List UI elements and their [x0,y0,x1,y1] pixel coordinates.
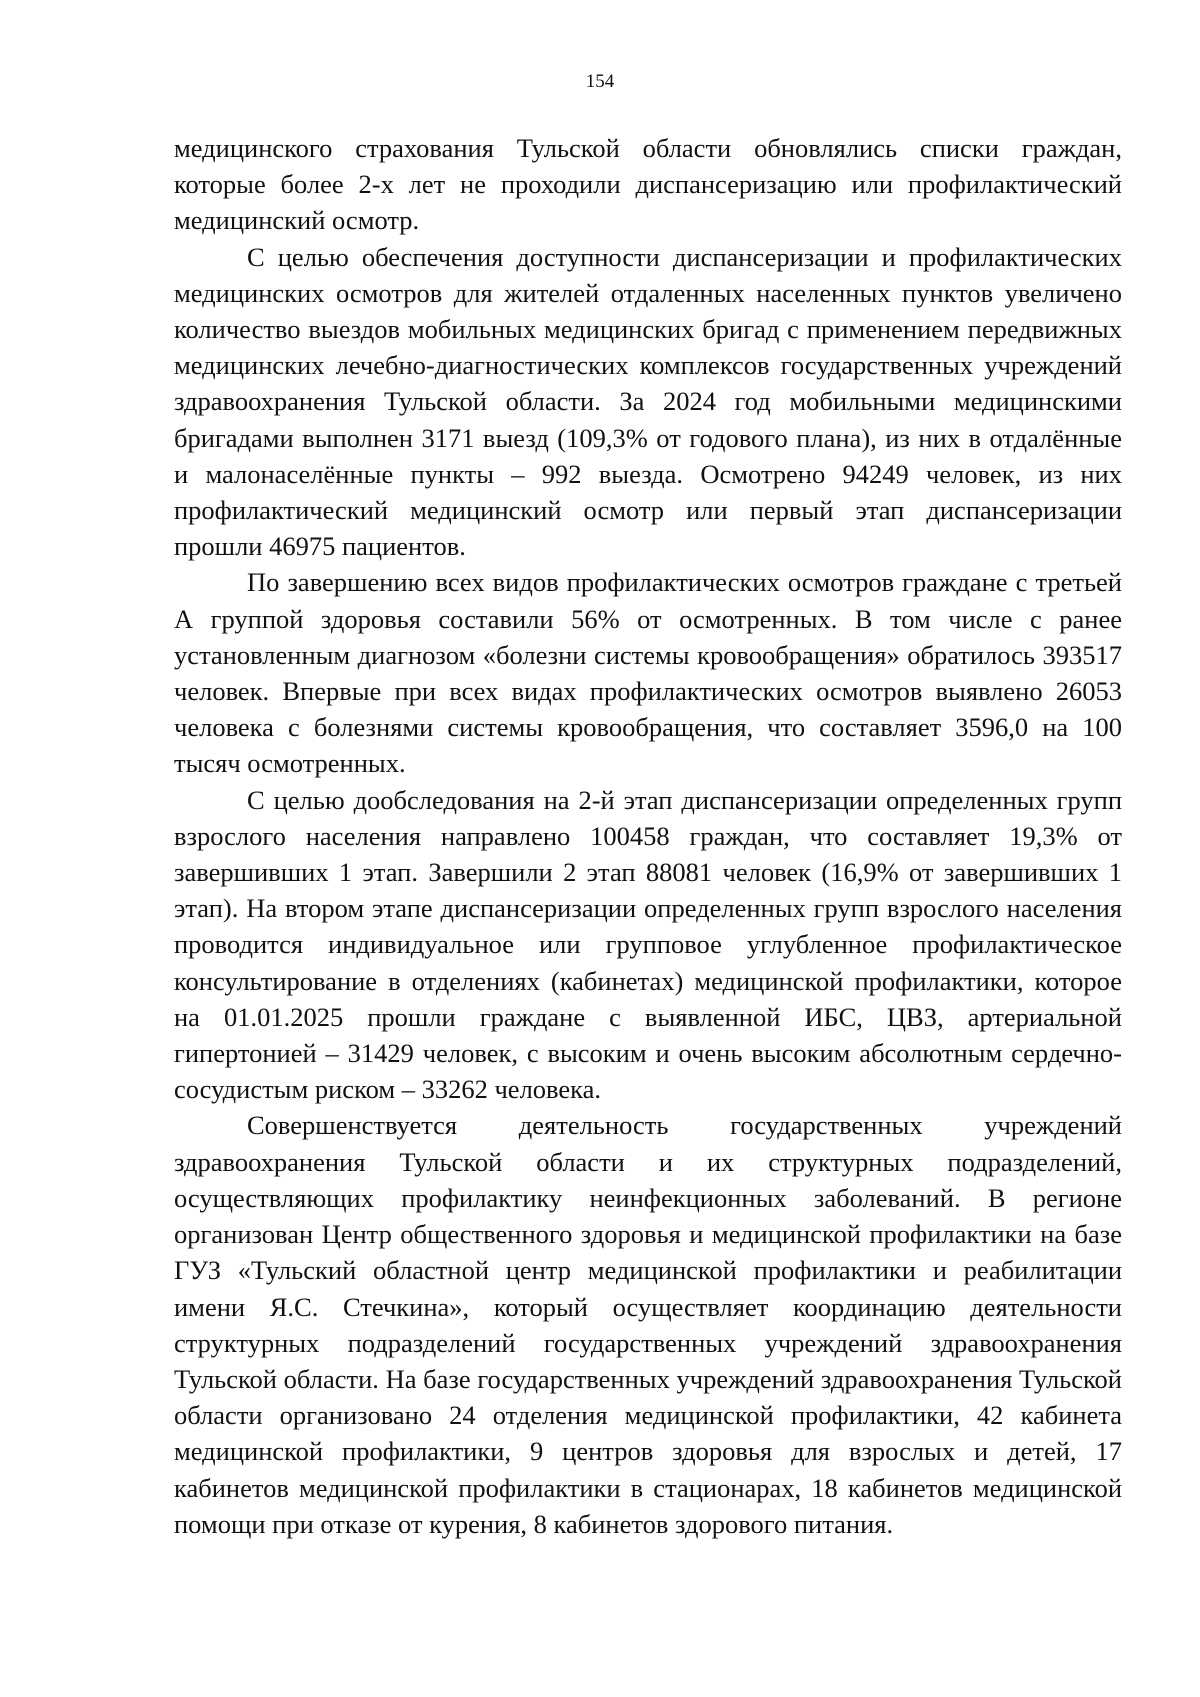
paragraph-prevention-centers: Совершенствуется деятельность государственных учреждений здравоохранения Тульской области и их структурных подразделений, осуществляющих профилактику неинфекционных заболеваний. В регионе организован Центр общественного здоровья и медицинской профилактики на базе ГУЗ «Тульский областной центр медицинской профилактики и реабилитации имени Я.С. Стечкина», который осуществляет координацию деятельности структурных подразделений государственных учреждений здравоохранения Тульской области. На базе государственных учреждений здравоохранения Тульской области организовано 24 отделения медицинской профилактики, 42 кабинета медицинской профилактики, 9 центров здоровья для взрослых и детей, 17 кабинетов медицинской профилактики в стационарах, 18 кабинетов медицинской помощи при отказе от курения, 8 кабинетов здорового питания. [174,1110,1122,1539]
paragraph-continued: медицинского страхования Тульской области обновлялись списки граждан, которые более 2-х лет не проходили диспансеризацию или профилактический медицинский осмотр. [174,133,1122,236]
paragraph-mobile-brigades: С целью обеспечения доступности диспансеризации и профилактических медицинских осмотров для жителей отдаленных населенных пунктов увеличено количество выездов мобильных медицинских бригад с применением передвижных медицинских лечебно-диагностических комплексов государственных учреждений здравоохранения Тульской области. За 2024 год мобильными медицинскими бригадами выполнен 3171 выезд (109,3% от годового плана), из них в отдалённые и малонаселённые пункты – 992 выезда. Осмотрено 94249 человек, из них профилактический медицинский осмотр или первый этап диспансеризации прошли 46975 пациентов. [174,241,1122,562]
paragraph-second-stage: С целью дообследования на 2-й этап диспансеризации определенных групп взрослого населения направлено 100458 граждан, что составляет 19,3% от завершивших 1 этап. Завершили 2 этап 88081 человек (16,9% от завершивших 1 этап). На втором этапе диспансеризации определенных групп взрослого населения проводится индивидуальное или групповое углубленное профилактическое консультирование в отделениях (кабинетах) медицинской профилактики, которое на 01.01.2025 прошли граждане с выявленной ИБС, ЦВЗ, артериальной гипертонией – 31429 человек, с высоким и очень высоким абсолютным сердечно-сосудистым риском – 33262 человека. [174,784,1122,1105]
page-number: 154 [585,71,615,92]
paragraph-health-group-results: По завершению всех видов профилактических осмотров граждане с третьей А группой здоровья составили 56% от осмотренных. В том числе с ранее установленным диагнозом «болезни системы кровообращения» обратилось 393517 человек. Впервые при всех видах профилактических осмотров выявлено 26053 человека с болезнями системы кровообращения, что составляет 3596,0 на 100 тысяч осмотренных. [174,567,1122,779]
body-text [174,130,1122,1542]
